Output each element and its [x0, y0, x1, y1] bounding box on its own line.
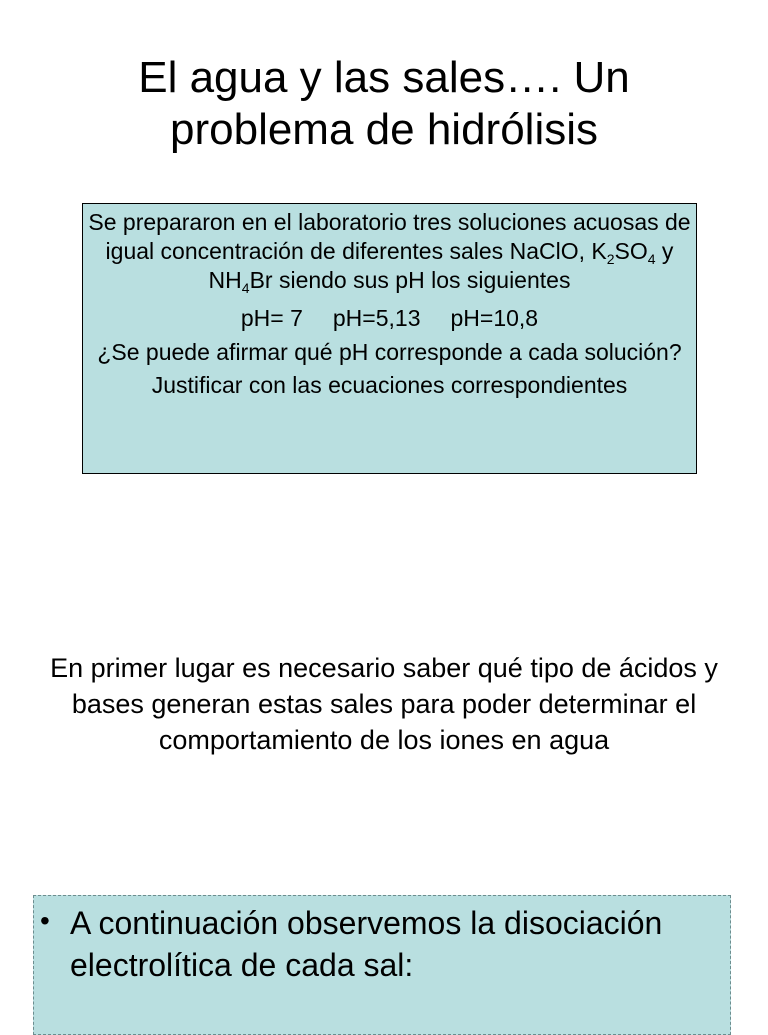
bullet-icon: •: [40, 905, 50, 936]
ph-values-row: [83, 303, 696, 333]
problem-statement-box: [82, 203, 697, 474]
intro-paragraph: En primer lugar es necesario saber qué tipo de ácidos y bases generan estas sales para poder determinar el comportamiento de los iones en agua: [50, 653, 718, 755]
ph-value: pH= 7: [240, 305, 303, 331]
bullet-item: [40, 902, 714, 986]
ph-value: pH=10,8: [450, 305, 539, 331]
bullet-box: [33, 895, 731, 1035]
salt-naclo: NaClO: [509, 238, 579, 264]
salt-separator-2: y NH: [208, 238, 674, 293]
subscript-k: 2: [606, 251, 615, 267]
salt-so-part: SO: [614, 238, 648, 264]
ph-value: pH=5,13: [332, 305, 421, 331]
problem-statement: [83, 208, 696, 295]
problem-instruction: Justificar con las ecuaciones correspondientes: [151, 372, 628, 398]
bullet-text: A continuación observemos la disociación electrolítica de cada sal:: [70, 905, 663, 983]
slide-title: El agua y las sales…. Un problema de hidrólisis: [138, 53, 630, 154]
statement-tail: Br siendo sus pH los siguientes: [249, 267, 571, 293]
statement-intro: Se prepararon en el laboratorio tres soluciones acuosas de igual concentración de diferentes sales: [88, 209, 691, 264]
subscript-so: 4: [647, 251, 656, 267]
problem-question: ¿Se puede afirmar qué pH corresponde a cada solución?: [97, 339, 682, 365]
salt-separator: , K: [578, 238, 607, 264]
subscript-nh: 4: [241, 280, 250, 296]
